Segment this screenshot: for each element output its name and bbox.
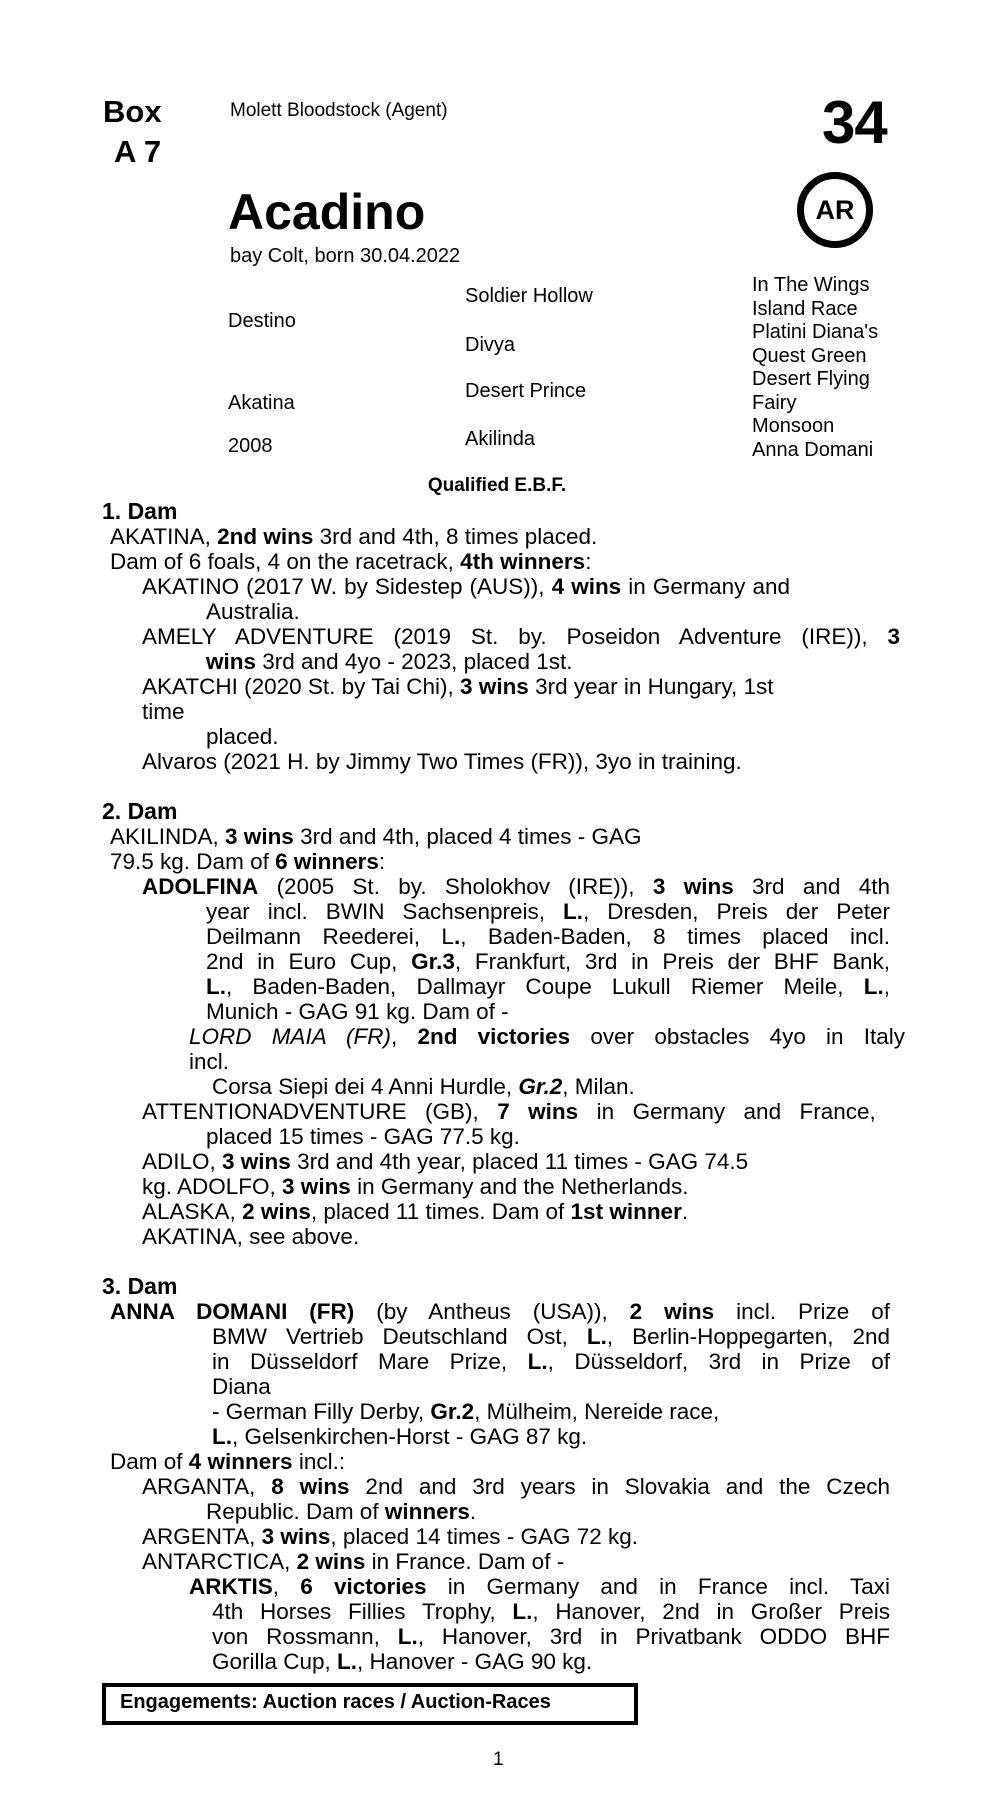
text-line: [212, 1624, 890, 1649]
text-segment: 2nd in Euro Cup,: [206, 949, 412, 974]
ar-badge-text: AR: [815, 194, 855, 225]
text-segment: 3rd and 4th, placed 4 times - GAG: [293, 824, 642, 849]
text-segment: Australia.: [206, 599, 300, 624]
text-segment: , Milan.: [562, 1074, 635, 1099]
dam-heading: 2. Dam: [102, 798, 178, 824]
text-segment: AKATINO (2017 W. by Sidestep (AUS)),: [142, 574, 552, 599]
text-segment: (by Antheus (USA)),: [354, 1299, 630, 1324]
grandparent-name: Anna Domani: [752, 438, 874, 461]
bold-text: Gr.2: [518, 1074, 563, 1099]
text-segment: in Germany and the Netherlands.: [350, 1174, 689, 1199]
text-segment: , placed 14 times - GAG 72 kg.: [330, 1524, 639, 1549]
text-segment: ADILO,: [142, 1149, 223, 1174]
bold-text: 1st winner: [570, 1199, 682, 1224]
text-line: [110, 1449, 345, 1474]
bold-text: L.: [206, 974, 226, 999]
text-segment: ,: [272, 1574, 301, 1599]
text-segment: incl.: [189, 1049, 230, 1074]
text-line: [212, 1074, 635, 1099]
text-line: [142, 674, 774, 699]
text-segment: ANTARCTICA,: [142, 1549, 297, 1574]
bold-text: 2 wins: [242, 1199, 311, 1224]
ar-badge-icon: [797, 172, 873, 248]
pedigree-dam: Akatina: [228, 392, 295, 414]
text-segment: ARGENTA,: [142, 1524, 262, 1549]
text-line: [212, 1324, 890, 1349]
pedigree-dam-sire: Desert Prince: [465, 380, 587, 402]
qualified-text: Qualified E.B.F.: [427, 475, 567, 496]
dam-heading: 1. Dam: [102, 498, 178, 524]
text-line: [212, 1349, 890, 1374]
bold-text: 4 winners: [188, 1449, 293, 1474]
text-segment: Dam of: [110, 1449, 189, 1474]
page-number: 1: [493, 1749, 504, 1770]
text-segment: ATTENTIONADVENTURE (GB),: [142, 1099, 498, 1124]
grandparent-name: In The Wings: [752, 274, 870, 296]
lot-number: 34: [822, 89, 887, 156]
text-line: [110, 1299, 890, 1324]
bold-text: Gr.3: [411, 949, 455, 974]
bold-text: 3 wins: [652, 874, 734, 899]
bold-text: .: [453, 924, 461, 949]
text-segment: year incl. BWIN Sachsenpreis,: [206, 899, 563, 924]
text-segment: ,: [883, 974, 890, 999]
bold-text: 2 wins: [629, 1299, 715, 1324]
text-line: [206, 599, 300, 624]
text-segment: , Baden-Baden, Dallmayr Coupe Lukull Riemer Meile,: [226, 974, 864, 999]
pedigree-sire-sire: Soldier Hollow: [465, 285, 593, 307]
text-segment: AKATINA, see above.: [142, 1224, 360, 1249]
text-line: [206, 924, 890, 949]
text-segment: incl. Prize of: [714, 1299, 891, 1324]
horse-description: bay Colt, born 30.04.2022: [230, 245, 461, 267]
text-segment: Dam of 6 foals, 4 on the racetrack,: [110, 549, 461, 574]
grandparent-name: Fairy: [752, 391, 797, 414]
bold-text: 6 winners: [275, 849, 379, 874]
text-line: [206, 1499, 476, 1524]
text-segment: .: [681, 1199, 689, 1224]
text-line: [206, 949, 890, 974]
bold-text: 3: [887, 624, 900, 649]
text-segment: placed.: [206, 724, 279, 749]
text-segment: 4th Horses Fillies Trophy,: [212, 1599, 513, 1624]
bold-text: Gr.2: [430, 1399, 475, 1424]
text-line: [142, 624, 900, 649]
pedigree-grandparents: [752, 274, 878, 462]
text-segment: 79.5 kg. Dam of: [110, 849, 276, 874]
text-segment: over obstacles 4yo in Italy: [570, 1024, 905, 1049]
text-segment: in Düsseldorf Mare Prize,: [212, 1349, 528, 1374]
box-number: A 7: [114, 134, 162, 169]
text-segment: kg. ADOLFO,: [142, 1174, 283, 1199]
text-line: [212, 1399, 719, 1424]
text-segment: von Rossmann,: [212, 1624, 398, 1649]
bold-text: winners: [384, 1499, 470, 1524]
grandparent-name: Platini Diana's: [752, 321, 879, 343]
bold-text: L.: [586, 1324, 607, 1349]
text-line: [142, 699, 185, 724]
text-segment: Deilmann Reederei, L: [206, 924, 454, 949]
box-label: Box: [103, 94, 162, 129]
text-segment: AKILINDA,: [110, 824, 226, 849]
text-segment: , Hanover - GAG 90 kg.: [357, 1649, 593, 1674]
text-segment: , Hanover, 3rd in Privatbank ODDO BHF: [417, 1624, 891, 1649]
text-line: [212, 1599, 890, 1624]
bold-text: L.: [512, 1599, 533, 1624]
bold-text: 4 wins: [551, 574, 622, 599]
grandparent-name: Desert Flying: [752, 368, 870, 390]
text-segment: ARGANTA,: [142, 1474, 272, 1499]
text-line: [142, 1099, 876, 1124]
bold-text: 6 victories: [300, 1574, 427, 1599]
text-line: [142, 874, 890, 899]
text-segment: Diana: [212, 1374, 271, 1399]
text-segment: Gorilla Cup,: [212, 1649, 338, 1674]
text-segment: Republic. Dam of: [206, 1499, 385, 1524]
text-line: [142, 749, 742, 774]
text-line: [206, 899, 890, 924]
pedigree-sire: Destino: [228, 310, 296, 332]
text-segment: .: [469, 1499, 477, 1524]
grandparent-name: Quest Green: [752, 344, 867, 367]
bold-text: 4th winners: [460, 549, 586, 574]
text-segment: time: [142, 699, 185, 724]
text-line: [189, 1574, 890, 1599]
bold-text: 3 wins: [222, 1149, 291, 1174]
text-segment: 2nd and 3rd years in Slovakia and the Czech: [349, 1474, 890, 1499]
bold-text: ANNA DOMANI (FR): [110, 1299, 355, 1324]
text-segment: , Frankfurt, 3rd in Preis der BHF Bank,: [454, 949, 890, 974]
text-segment: , Düsseldorf, 3rd in Prize of: [547, 1349, 890, 1374]
text-segment: - German Filly Derby,: [212, 1399, 431, 1424]
text-line: [212, 1424, 587, 1449]
text-segment: Corsa Siepi dei 4 Anni Hurdle,: [212, 1074, 519, 1099]
pedigree-dam-year: 2008: [228, 435, 273, 457]
text-line: [142, 1149, 748, 1174]
text-line: [142, 1174, 689, 1199]
text-line: [206, 999, 509, 1024]
text-segment: AKATCHI (2020 St. by Tai Chi),: [142, 674, 461, 699]
bold-text: ADOLFINA: [142, 874, 259, 899]
text-line: [110, 824, 642, 849]
text-segment: 3rd year in Hungary, 1st: [528, 674, 774, 699]
bold-text: ARKTIS: [189, 1574, 273, 1599]
text-segment: Alvaros (2021 H. by Jimmy Two Times (FR)), 3yo in training.: [142, 749, 742, 774]
bold-text: L.: [212, 1424, 232, 1449]
text-segment: BMW Vertrieb Deutschland Ost,: [212, 1324, 587, 1349]
text-segment: in France. Dam of -: [365, 1549, 565, 1574]
engagements-box: [102, 1683, 638, 1725]
bold-text: 8 wins: [271, 1474, 350, 1499]
bold-text: 2nd victories: [417, 1024, 571, 1049]
bold-text: 3 wins: [282, 1174, 351, 1199]
text-segment: in Germany and in France incl. Taxi: [426, 1574, 890, 1599]
engagements-text: Engagements: Auction races / Auction-Races: [120, 1691, 551, 1713]
text-segment: :: [585, 549, 592, 574]
bold-text: L.: [527, 1349, 548, 1374]
text-segment: 3rd and 4yo - 2023, placed 1st.: [256, 649, 573, 674]
bold-text: L.: [337, 1649, 358, 1674]
text-line: [142, 1224, 359, 1249]
text-segment: AKATINA,: [110, 524, 218, 549]
text-line: [110, 849, 385, 874]
text-line: [206, 1124, 520, 1149]
text-segment: in Germany and: [621, 574, 790, 599]
agent-name: Molett Bloodstock (Agent): [230, 100, 448, 121]
text-segment: ALASKA,: [142, 1199, 243, 1224]
text-line: [206, 724, 279, 749]
text-segment: incl.:: [292, 1449, 346, 1474]
text-segment: , placed 11 times. Dam of: [310, 1199, 571, 1224]
text-line: [206, 649, 572, 674]
text-segment: , Baden-Baden, 8 times placed incl.: [460, 924, 890, 949]
text-segment: , Mülheim, Nereide race,: [474, 1399, 720, 1424]
bold-text: 2 wins: [296, 1549, 366, 1574]
bold-text: L.: [397, 1624, 418, 1649]
text-line: [189, 1049, 229, 1074]
bold-text: 3 wins: [261, 1524, 331, 1549]
text-line: [110, 524, 597, 549]
text-segment: in Germany and France,: [578, 1099, 876, 1124]
text-line: [142, 1474, 890, 1499]
text-segment: Munich - GAG 91 kg. Dam of -: [206, 999, 509, 1024]
bold-text: 2nd wins: [217, 524, 314, 549]
pedigree-dam-dam: Akilinda: [465, 428, 536, 450]
text-segment: , Dresden, Preis der Peter: [583, 899, 890, 924]
bold-text: L.: [863, 974, 884, 999]
italic-text: LORD MAIA (FR): [189, 1024, 392, 1049]
text-line: [206, 974, 890, 999]
qualified-note: [0, 475, 994, 497]
horse-name: Acadino: [228, 184, 426, 240]
text-line: [142, 574, 790, 599]
bold-text: L.: [563, 899, 583, 924]
dam-heading: 3. Dam: [102, 1273, 178, 1299]
bold-text: 3 wins: [460, 674, 529, 699]
grandparent-name: Monsoon: [752, 415, 835, 437]
text-segment: , Berlin-Hoppegarten, 2nd: [606, 1324, 890, 1349]
bold-text: 7 wins: [497, 1099, 579, 1124]
text-segment: , Gelsenkirchen-Horst - GAG 87 kg.: [232, 1424, 588, 1449]
text-line: [142, 1549, 564, 1574]
text-segment: (2005 St. by. Sholokhov (IRE)),: [258, 874, 653, 899]
text-segment: 3rd and 4th: [733, 874, 891, 899]
text-segment: 3rd and 4th year, placed 11 times - GAG 74.5: [290, 1149, 749, 1174]
bold-text: 3 wins: [225, 824, 294, 849]
text-line: [212, 1649, 592, 1674]
pedigree-sire-dam: Divya: [465, 334, 516, 356]
bold-text: wins: [206, 649, 257, 674]
text-segment: ,: [391, 1024, 418, 1049]
text-segment: AMELY ADVENTURE (2019 St. by. Poseidon Adventure (IRE)),: [142, 624, 888, 649]
text-segment: , Hanover, 2nd in Großer Preis: [532, 1599, 891, 1624]
text-line: [110, 549, 591, 574]
text-segment: placed 15 times - GAG 77.5 kg.: [206, 1124, 520, 1149]
text-line: [142, 1199, 688, 1224]
text-line: [189, 1024, 905, 1049]
text-line: [212, 1374, 271, 1399]
text-segment: 3rd and 4th, 8 times placed.: [313, 524, 598, 549]
text-line: [142, 1524, 638, 1549]
text-segment: :: [378, 849, 386, 874]
grandparent-name: Island Race: [752, 297, 858, 320]
